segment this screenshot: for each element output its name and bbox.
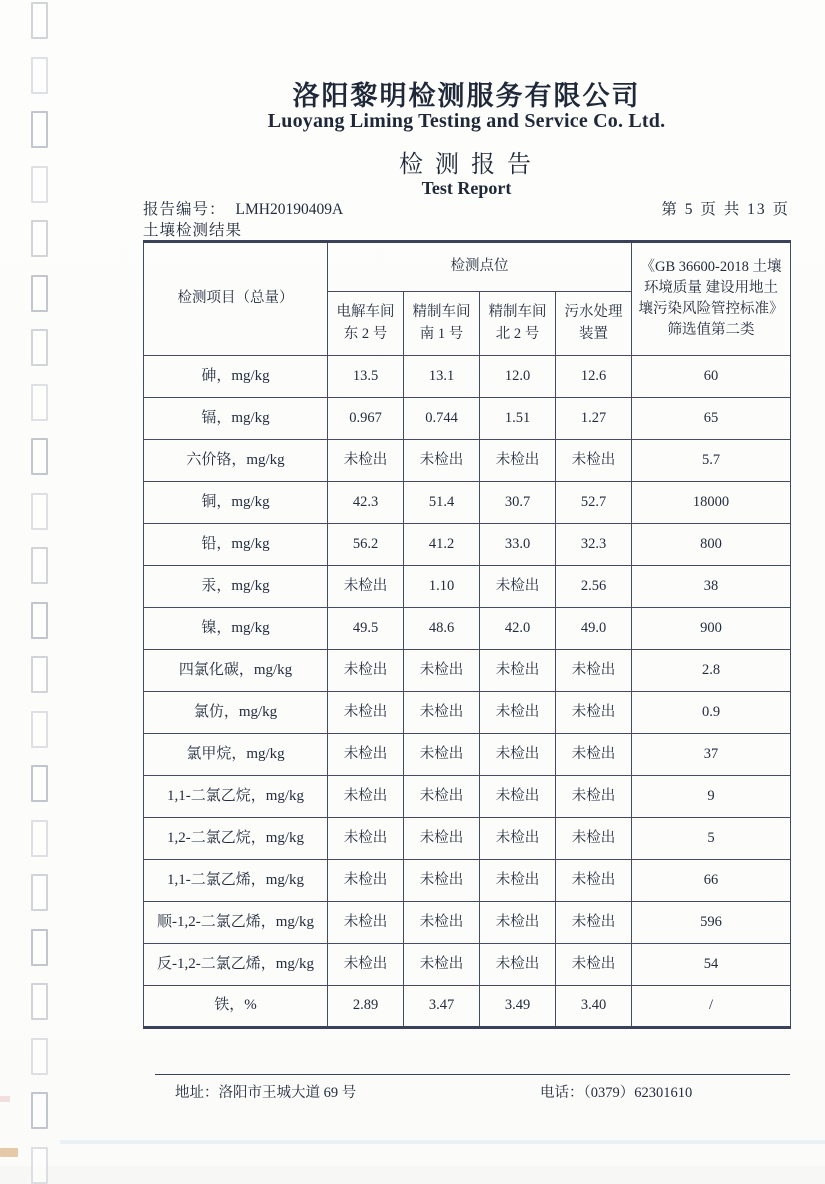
point-column-header: 污水处理装置 [556,292,632,356]
value-cell: 33.0 [480,524,556,566]
value-cell: 56.2 [328,524,404,566]
value-cell: 未检出 [556,734,632,776]
value-cell: 未检出 [328,566,404,608]
standard-cell: 900 [632,608,791,650]
value-cell: 未检出 [480,818,556,860]
standard-cell: 800 [632,524,791,566]
value-cell: 未检出 [328,692,404,734]
binding-hole [31,820,48,857]
footer-phone-block [540,1081,692,1102]
value-cell: 3.47 [404,986,480,1028]
value-cell: 2.89 [328,986,404,1028]
value-cell: 未检出 [556,902,632,944]
standard-cell: 60 [632,356,791,398]
value-cell: 未检出 [328,860,404,902]
report-number-value: LMH20190409A [235,201,344,218]
binding-hole [31,166,48,203]
value-cell: 未检出 [556,776,632,818]
value-cell: 未检出 [480,944,556,986]
binding-hole [31,2,48,39]
item-cell: 镍，mg/kg [144,608,328,650]
value-cell: 1.51 [480,398,556,440]
standard-cell: 38 [632,566,791,608]
standard-cell: 37 [632,734,791,776]
standard-cell: 5.7 [632,440,791,482]
binding-hole [31,983,48,1020]
meta-row [143,197,790,219]
value-cell: 3.40 [556,986,632,1028]
report-number-label: 报告编号： [143,201,226,218]
standard-cell: 5 [632,818,791,860]
item-cell: 氯仿，mg/kg [144,692,328,734]
header-row-points-group [144,242,791,292]
standard-cell: 18000 [632,482,791,524]
table-row [144,608,791,650]
value-cell: 41.2 [404,524,480,566]
value-cell: 未检出 [480,734,556,776]
item-cell: 氯甲烷，mg/kg [144,734,328,776]
scan-artifact-pink [0,1096,10,1102]
value-cell: 未检出 [404,902,480,944]
value-cell: 1.27 [556,398,632,440]
table-row [144,566,791,608]
value-cell: 2.56 [556,566,632,608]
item-cell: 顺-1,2-二氯乙烯，mg/kg [144,902,328,944]
company-name-en: Luoyang Liming Testing and Service Co. Ltd. [267,110,666,132]
footer-address-block [175,1081,356,1102]
binding-hole [31,57,48,94]
standard-cell: / [632,986,791,1028]
value-cell: 13.5 [328,356,404,398]
table-row [144,398,791,440]
value-cell: 51.4 [404,482,480,524]
value-cell: 未检出 [480,650,556,692]
binding-hole [31,602,48,639]
item-cell: 四氯化碳，mg/kg [144,650,328,692]
binding-strip [0,0,60,1166]
table-row [144,692,791,734]
binding-hole [31,1092,48,1129]
point-column-header: 电解车间东 2 号 [328,292,404,356]
binding-hole [31,275,48,312]
value-cell: 未检出 [328,944,404,986]
value-cell: 0.744 [404,398,480,440]
value-cell: 未检出 [404,440,480,482]
table-row [144,986,791,1028]
company-name-cn: 洛阳黎明检测服务有限公司 [292,81,641,111]
standard-cell: 54 [632,944,791,986]
footer-divider [155,1074,790,1075]
value-cell: 未检出 [480,776,556,818]
value-cell: 未检出 [556,818,632,860]
value-cell: 42.0 [480,608,556,650]
value-cell: 13.1 [404,356,480,398]
table-row [144,734,791,776]
results-table [143,240,791,1029]
table-row [144,650,791,692]
item-cell: 铅，mg/kg [144,524,328,566]
binding-hole [31,1038,48,1075]
item-cell: 镉，mg/kg [144,398,328,440]
binding-hole [31,929,48,966]
value-cell: 未检出 [480,692,556,734]
item-cell: 反-1,2-二氯乙烯，mg/kg [144,944,328,986]
standard-cell: 596 [632,902,791,944]
value-cell: 未检出 [556,440,632,482]
table-row [144,440,791,482]
scan-artifact-line [60,1140,825,1144]
value-cell: 未检出 [328,818,404,860]
standard-cell: 65 [632,398,791,440]
footer-phone-label: 电话： [540,1085,584,1101]
binding-hole [31,384,48,421]
standard-cell: 0.9 [632,692,791,734]
scan-artifact-orange [0,1148,18,1157]
item-header-cell: 检测项目（总量） [144,242,328,356]
report-title-cn: 检 测 报 告 [399,152,534,178]
point-column-header: 精制车间北 2 号 [480,292,556,356]
table-row [144,902,791,944]
standard-cell: 66 [632,860,791,902]
value-cell: 未检出 [404,944,480,986]
item-cell: 汞，mg/kg [144,566,328,608]
value-cell: 未检出 [480,440,556,482]
value-cell: 未检出 [556,692,632,734]
value-cell: 未检出 [404,776,480,818]
value-cell: 12.6 [556,356,632,398]
value-cell: 未检出 [328,734,404,776]
report-title-en: Test Report [421,178,512,198]
section-title: 土壤检测结果 [143,222,243,239]
value-cell: 未检出 [480,902,556,944]
value-cell: 未检出 [556,944,632,986]
item-cell: 砷，mg/kg [144,356,328,398]
value-cell: 未检出 [404,818,480,860]
table-row [144,944,791,986]
value-cell: 未检出 [328,440,404,482]
binding-hole [31,765,48,802]
value-cell: 未检出 [404,692,480,734]
value-cell: 未检出 [556,650,632,692]
item-cell: 1,1-二氯乙烯，mg/kg [144,860,328,902]
binding-hole [31,711,48,748]
value-cell: 49.0 [556,608,632,650]
report-number [143,197,343,219]
binding-hole [31,656,48,693]
binding-hole [31,493,48,530]
value-cell: 32.3 [556,524,632,566]
item-cell: 1,2-二氯乙烷，mg/kg [144,818,328,860]
results-body [144,356,791,1028]
value-cell: 48.6 [404,608,480,650]
points-header-cell: 检测点位 [328,242,632,292]
value-cell: 未检出 [556,860,632,902]
table-row [144,482,791,524]
item-cell: 1,1-二氯乙烷，mg/kg [144,776,328,818]
item-cell: 六价铬，mg/kg [144,440,328,482]
value-cell: 未检出 [404,860,480,902]
binding-hole [31,438,48,475]
table-row [144,356,791,398]
binding-hole [31,547,48,584]
footer-address: 洛阳市王城大道 69 号 [218,1085,357,1101]
table-row [144,818,791,860]
value-cell: 未检出 [328,776,404,818]
binding-hole [31,111,48,148]
value-cell: 30.7 [480,482,556,524]
value-cell: 42.3 [328,482,404,524]
standard-cell: 2.8 [632,650,791,692]
value-cell: 3.49 [480,986,556,1028]
footer-phone: （0379）62301610 [583,1085,693,1101]
item-cell: 铁，% [144,986,328,1028]
value-cell: 49.5 [328,608,404,650]
value-cell: 未检出 [480,566,556,608]
value-cell: 未检出 [328,902,404,944]
table-row [144,524,791,566]
point-column-header: 精制车间南 1 号 [404,292,480,356]
standard-header-cell: 《GB 36600-2018 土壤环境质量 建设用地土壤污染风险管控标准》筛选值第二类 [632,242,791,356]
value-cell: 1.10 [404,566,480,608]
binding-hole [31,329,48,366]
value-cell: 未检出 [404,734,480,776]
binding-hole [31,874,48,911]
value-cell: 未检出 [404,650,480,692]
value-cell: 0.967 [328,398,404,440]
page-indicator: 第 5 页 共 13 页 [661,201,790,218]
table-row [144,860,791,902]
value-cell: 52.7 [556,482,632,524]
standard-cell: 9 [632,776,791,818]
binding-hole [31,1147,48,1184]
value-cell: 12.0 [480,356,556,398]
item-cell: 铜，mg/kg [144,482,328,524]
value-cell: 未检出 [480,860,556,902]
footer-address-label: 地址： [175,1085,219,1101]
table-row [144,776,791,818]
value-cell: 未检出 [328,650,404,692]
binding-hole [31,220,48,257]
